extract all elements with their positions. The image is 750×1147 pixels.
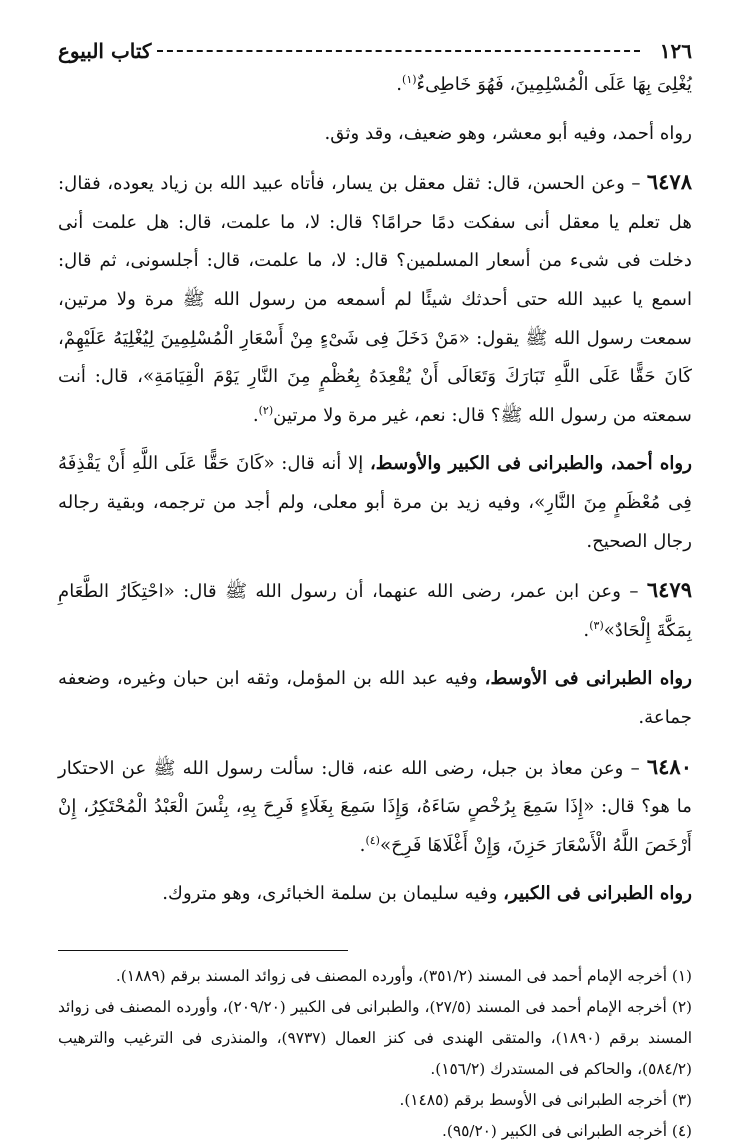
- footnote-ref: (١): [402, 72, 417, 86]
- page-header: [58, 36, 692, 66]
- narration-note: [58, 445, 692, 561]
- hadith-number: ٦٤٧٩: [646, 577, 692, 603]
- narration-text: وفيه سليمان بن سلمة الخبائرى، وهو متروك.: [162, 883, 498, 905]
- footnote-ref: (٣): [589, 618, 604, 632]
- footnote-2: [58, 992, 692, 1085]
- source-attribution: رواه أحمد، والطبرانى فى الكبير والأوسط،: [369, 453, 692, 475]
- footnotes: [58, 961, 692, 1147]
- footnote-ref: (٢): [258, 403, 274, 417]
- narration-note: [58, 660, 692, 737]
- book-title: كتاب البيوع: [58, 39, 152, 63]
- hadith-text: – وعن معاذ بن جبل، رضى الله عنه، قال: سألت رسول الله ﷺ عن الاحتكار ما هو؟ قال: «إِذَا سَمِعَ بِرُخْصٍ سَاءَهُ، وَإِذَا سَمِعَ بِغَلَاءٍ فَرِحَ بِهِ، بِئْسَ الْعَبْدُ الْمُحْتَكِرُ، إِنْ أَرْخَصَ اللَّهُ الْأَسْعَارَ حَزِنَ، وَإِنْ أَغْلَاهَا فَرِحَ»: [58, 757, 692, 856]
- footnote-3: (٣) أخرجه الطبرانى فى الأوسط برقم (١٤٨٥).: [399, 1090, 692, 1109]
- hadith-continuation: يُغْلِىَ بِهَا عَلَى الْمُسْلِمِينَ، فَهُوَ خَاطِىءٌ$^{(١)}$.: [396, 72, 692, 95]
- narration-note: [58, 115, 692, 154]
- footnote-ref: (٤): [365, 833, 380, 847]
- hadith-text: يُغْلِىَ بِهَا عَلَى الْمُسْلِمِينَ، فَهُوَ خَاطِىءٌ: [416, 74, 692, 95]
- source-attribution: رواه الطبرانى فى الأوسط،: [484, 668, 692, 690]
- footnote-separator: [58, 950, 348, 951]
- narration-text: رواه أحمد، وفيه أبو معشر، وهو ضعيف، وقد وثق.: [324, 122, 692, 144]
- page-number: ١٢٦: [659, 39, 692, 63]
- narration-text: وفيه عبد الله بن المؤمل، وثقه ابن حبان وغيره، وضعفه جماعة.: [58, 668, 692, 728]
- hadith-6480: ٦٤٨٠ – وعن معاذ بن جبل، رضى الله عنه، قال: سألت رسول الله ﷺ عن الاحتكار ما هو؟ قال: «إِذَا سَمِعَ بِرُخْصٍ سَاءَهُ، وَإِذَا سَمِعَ بِغَلَاءٍ فَرِحَ بِهِ، بِئْسَ الْعَبْدُ الْمُحْتَكِرُ، إِنْ أَرْخَصَ اللَّهُ الْأَسْعَارَ حَزِنَ، وَإِنْ أَغْلَاهَا فَرِحَ»$^{(٤)}$.: [58, 753, 692, 856]
- hadith-number: ٦٤٨٠: [646, 753, 692, 779]
- hadith-number: ٦٤٧٨: [646, 169, 692, 195]
- header-dashed-rule: [157, 50, 639, 52]
- narration-text: إلا أنه قال: «كَانَ حَقًّا عَلَى اللَّهِ أَنْ يَقْذِفَهُ فِى مُعْظَمٍ مِنَ النَّارِ»، وفيه زيد بن مرة أبو معلى، ولم أجد من ترجمه، وبقية رجاله رجال الصحيح.: [58, 453, 692, 552]
- hadith-text: – وعن ابن عمر، رضى الله عنهما، أن رسول الله ﷺ قال: «احْتِكَارُ الطَّعَامِ بِمَكَّةَ إِلْحَادٌ»: [58, 581, 692, 641]
- narration-note: [58, 875, 692, 914]
- source-attribution: رواه الطبرانى فى الكبير،: [503, 883, 692, 905]
- hadith-6478: ٦٤٧٨ – وعن الحسن، قال: ثقل معقل بن يسار، فأتاه عبيد الله بن زياد يعوده، فقال: هل تعلم يا معقل أنى سفكت دمًا حرامًا؟ قال: لا، ما علمت، قال: هل علمت أنى دخلت فى شىء من أسعار المسلمين؟ قال: لا، ما علمت، قال: أجلسونى، ثم قال: اسمع يا عبيد الله حتى أحدثك شيئًا لم أسمعه من رسول الله ﷺ مرة ولا مرتين، سمعت رسول الله ﷺ يقول: «مَنْ دَخَلَ فِى شَىْءٍ مِنْ أَسْعَارِ الْمُسْلِمِينَ لِيُغْلِيَهُ عَلَيْهِمْ، كَانَ حَقًّا عَلَى اللَّهِ تَبَارَكَ وَتَعَالَى أَنْ يُقْعِدَهُ بِعُظْمٍ مِنَ النَّارِ يَوْمَ الْقِيَامَةِ»، قال: أنت سمعته من رسول الله ﷺ؟ قال: نعم، غير مرة ولا مرتين$^{(٢)}$.: [58, 169, 692, 426]
- hadith-6479: ٦٤٧٩ – وعن ابن عمر، رضى الله عنهما، أن رسول الله ﷺ قال: «احْتِكَارُ الطَّعَامِ بِمَكَّةَ إِلْحَادٌ»$^{(٣)}$.: [58, 577, 692, 641]
- book-page: [58, 36, 692, 1147]
- footnote-2-cont: زوائد المسند برقم (١٨٩٠)، والمتقى الهندى فى كنز العمال (٩٧٣٧)، والمنذرى فى الترغيب والترهيب (٥٨٤/٢)، والحاكم فى المستدرك (١٥٦/٢).: [58, 997, 692, 1078]
- hadith-text: – وعن الحسن، قال: ثقل معقل بن يسار، فأتاه عبيد الله بن زياد يعوده، فقال: هل تعلم يا معقل أنى سفكت دمًا حرامًا؟ قال: لا، ما علمت، قال: هل علمت أنى دخلت فى شىء من أسعار المسلمين؟ قال: لا، ما علمت، قال: أجلسونى، ثم قال: اسمع يا عبيد الله حتى أحدثك شيئًا لم أسمعه من رسول الله ﷺ مرة ولا مرتين، سمعت رسول الله ﷺ يقول: «مَنْ دَخَلَ فِى شَىْءٍ مِنْ أَسْعَارِ الْمُسْلِمِينَ لِيُغْلِيَهُ عَلَيْهِمْ، كَانَ حَقًّا عَلَى اللَّهِ تَبَارَكَ وَتَعَالَى أَنْ يُقْعِدَهُ بِعُظْمٍ مِنَ النَّارِ يَوْمَ الْقِيَامَةِ»، قال: أنت سمعته من رسول الله ﷺ؟ قال: نعم، غير مرة ولا مرتين: [58, 173, 692, 426]
- footnote-2-line1: (٢) أخرجه الإمام أحمد فى المسند (٢٧/٥)، والطبرانى فى الكبير (٢٠٩/٢٠)، وأورده المصنف فى: [94, 997, 692, 1016]
- footnote-4: (٤) أخرجه الطبرانى فى الكبير (٩٥/٢٠).: [442, 1121, 692, 1140]
- footnote-1: (١) أخرجه الإمام أحمد فى المسند (٣٥١/٢)، وأورده المصنف فى زوائد المسند برقم (١٨٨٩).: [115, 966, 692, 985]
